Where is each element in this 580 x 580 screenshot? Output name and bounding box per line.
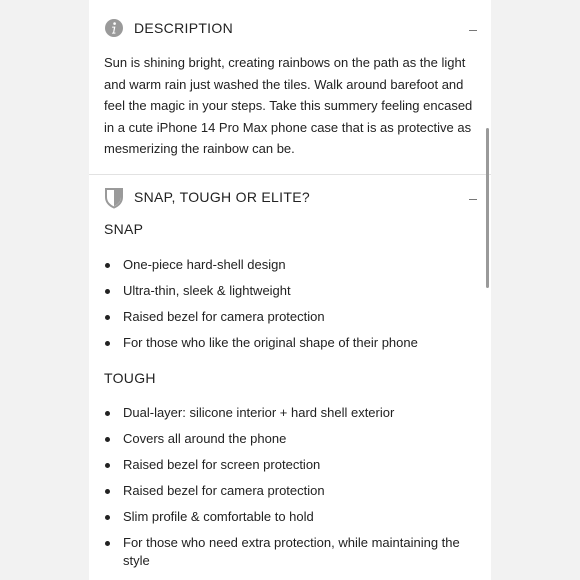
list-item: Covers all around the phone [104,430,476,448]
list-item: Raised bezel for camera protection [104,482,476,500]
description-text: Sun is shining bright, creating rainbows on the path as the light and warm rain just washed the tiles. Walk around barefoot and feel the magic in your steps. Take this summery feeling encased in a cute iPhone 14 Pro Max phone case that is as protective as mesmerizing the rainbow can be. [104,55,473,156]
list-item: For those who need extra protection, while maintaining the style [104,534,476,570]
snap-feature-list [104,256,476,360]
scrollbar[interactable] [486,128,489,288]
list-item: For those who like the original shape of their phone [104,334,476,352]
comparison-accordion-header[interactable] [89,177,491,217]
list-item: Raised bezel for camera protection [104,308,476,326]
list-item: Slim profile & comfortable to hold [104,508,476,526]
comparison-title: SNAP, TOUGH OR ELITE? [134,189,310,205]
tough-title: TOUGH [104,370,156,386]
collapse-icon[interactable] [469,199,477,200]
list-item: Raised bezel for screen protection [104,456,476,474]
product-details-panel [89,0,491,580]
list-item: One-piece hard-shell design [104,256,476,274]
description-title: DESCRIPTION [134,20,233,36]
info-icon [104,18,124,38]
description-accordion-header[interactable] [89,8,491,48]
description-section [89,0,491,175]
list-item: Dual-layer: silicone interior + hard shell exterior [104,404,476,422]
tough-feature-list [104,404,476,578]
collapse-icon[interactable] [469,30,477,31]
list-item: Ultra-thin, sleek & lightweight [104,282,476,300]
shield-icon [104,187,124,207]
snap-title: SNAP [104,221,144,237]
